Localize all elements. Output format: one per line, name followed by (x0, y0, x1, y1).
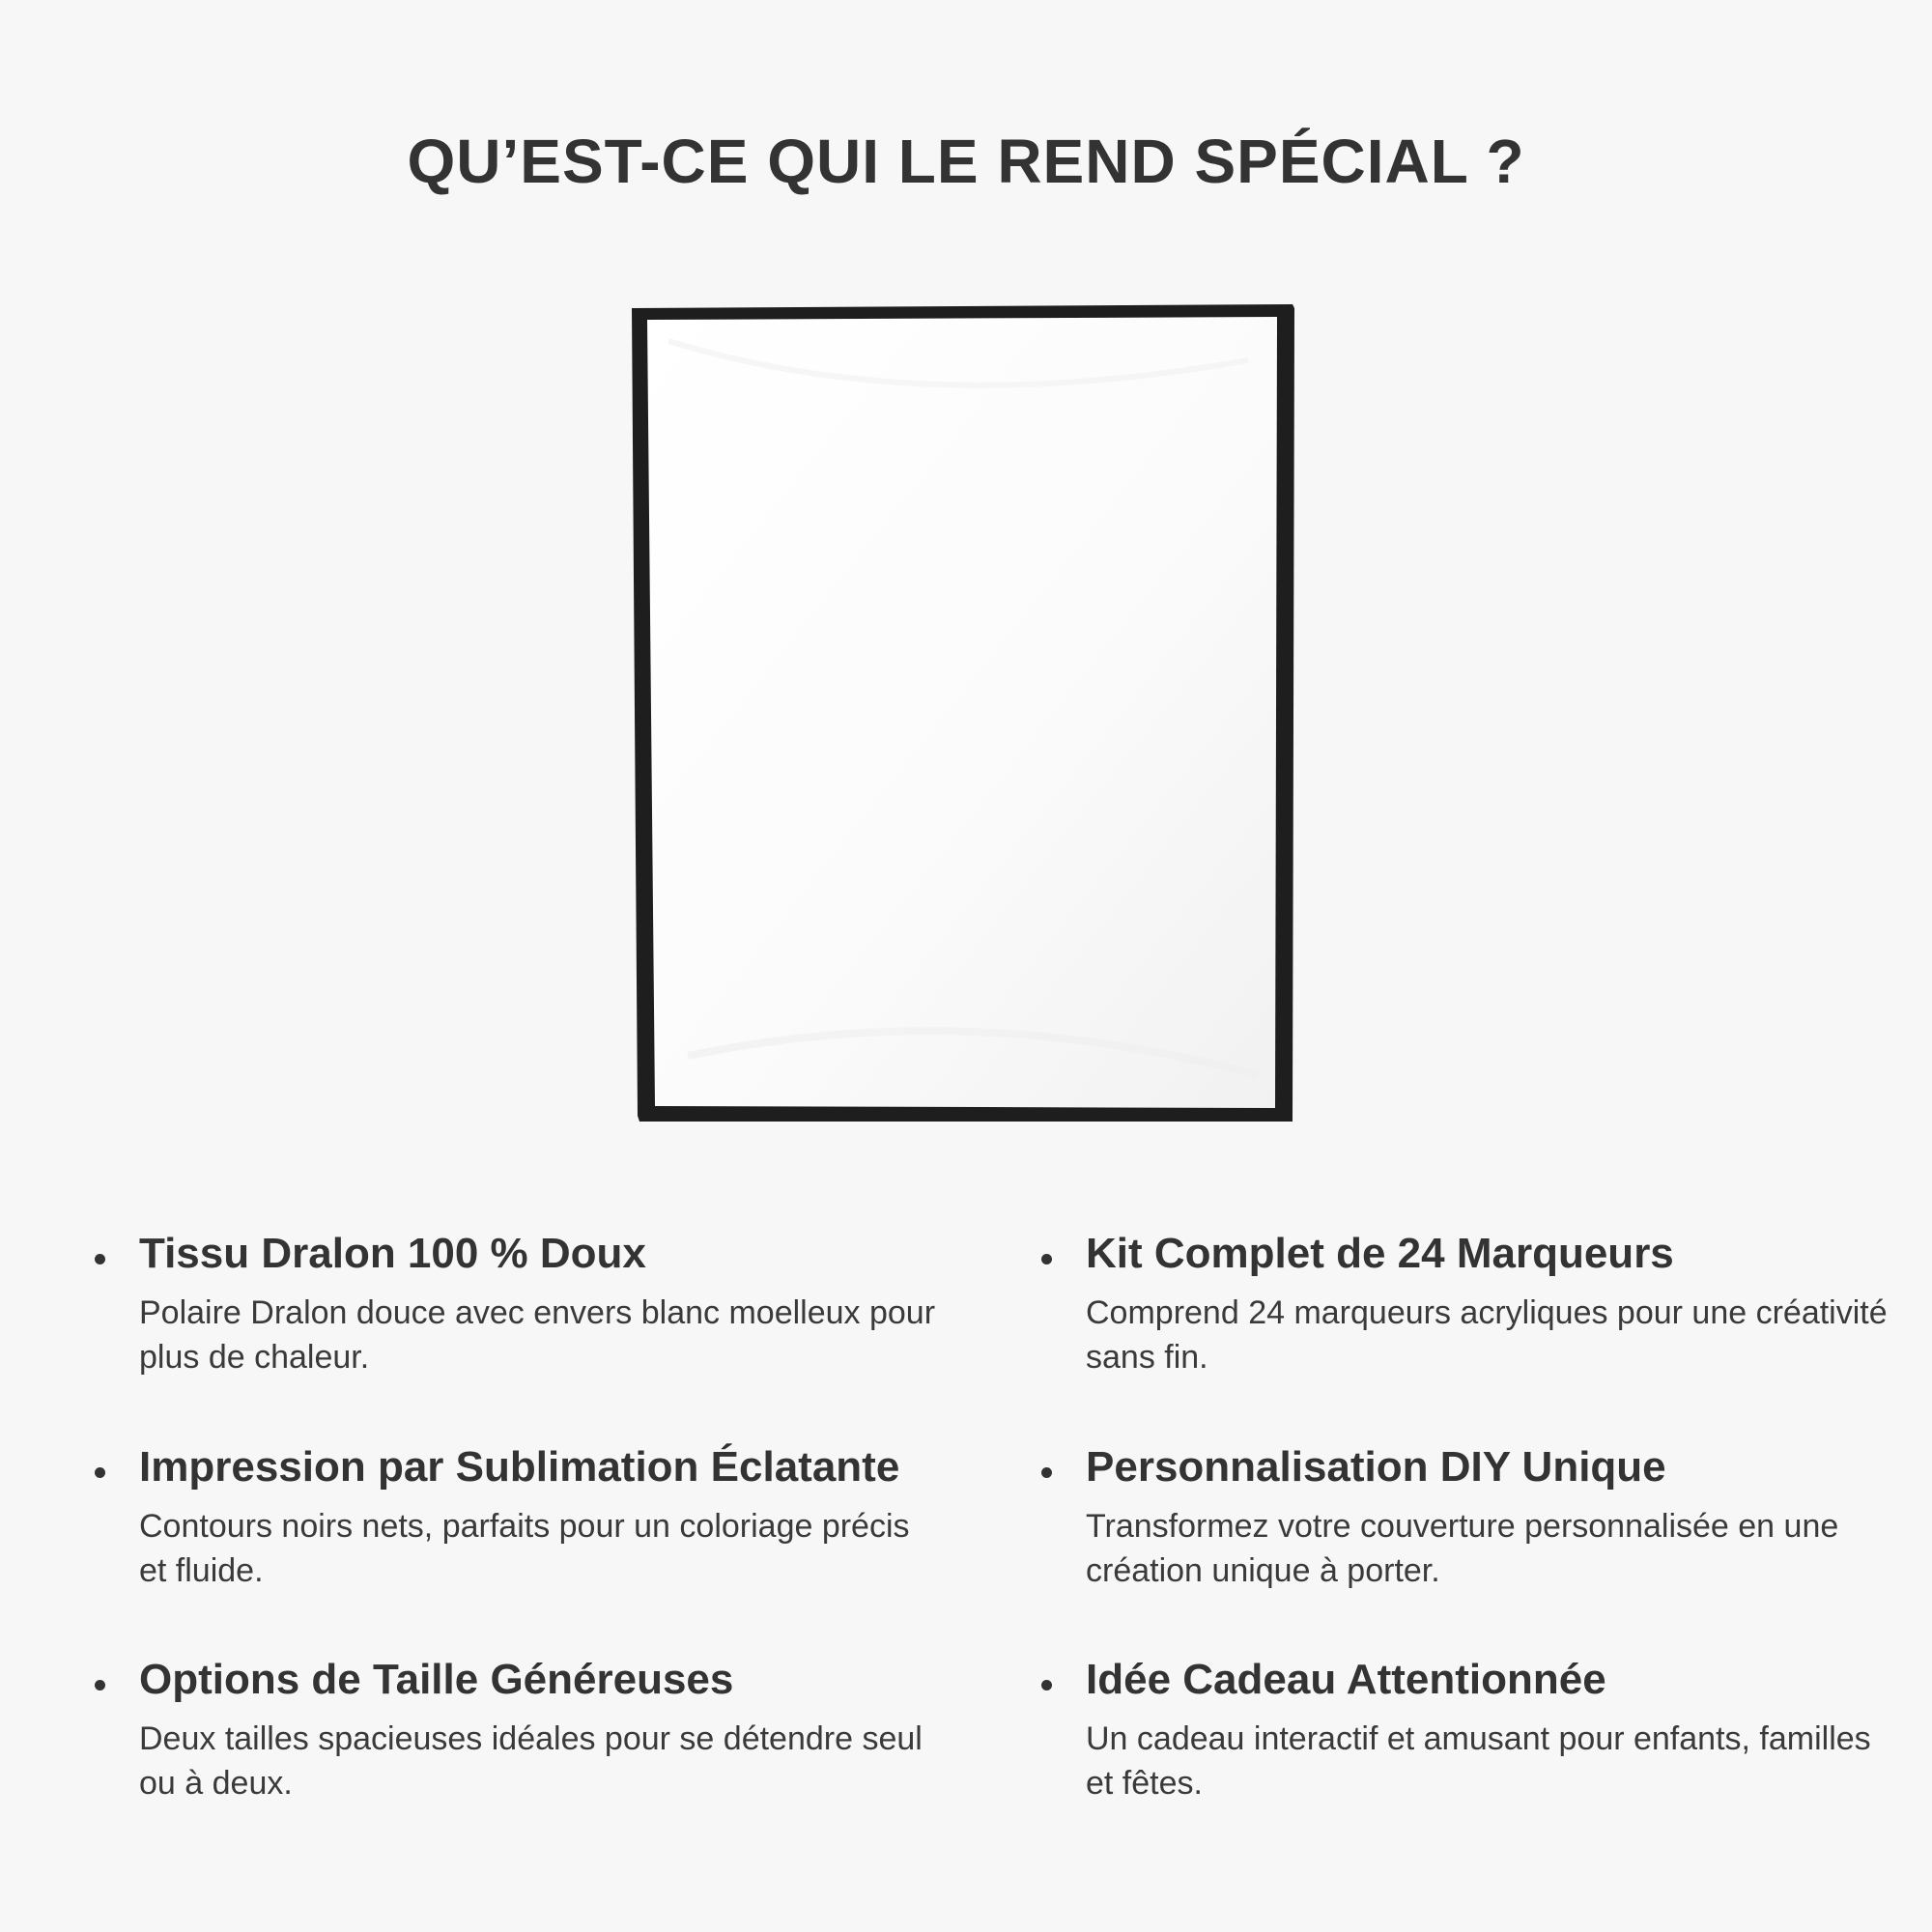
feature-description: Transformez votre couverture personnalisée en une création unique à porter. (1086, 1508, 1839, 1589)
bullet-icon (95, 1254, 105, 1264)
bullet-icon (1041, 1680, 1052, 1690)
feature-title: Idée Cadeau Attentionnée (1086, 1656, 1606, 1703)
bullet-icon (95, 1680, 105, 1690)
feature-title: Personnalisation DIY Unique (1086, 1443, 1666, 1491)
feature-title: Options de Taille Généreuses (139, 1656, 734, 1703)
bullet-icon (95, 1467, 105, 1478)
feature-title: Kit Complet de 24 Marqueurs (1086, 1230, 1674, 1277)
bullet-icon (1041, 1467, 1052, 1478)
feature-title: Tissu Dralon 100 % Doux (139, 1230, 646, 1277)
feature-description: Un cadeau interactif et amusant pour enfants, familles et fêtes. (1086, 1720, 1871, 1802)
feature-description: Polaire Dralon douce avec envers blanc moelleux pour plus de chaleur. (139, 1294, 936, 1376)
feature-title: Impression par Sublimation Éclatante (139, 1443, 900, 1491)
feature-description: Contours noirs nets, parfaits pour un coloriage précis et fluide. (139, 1508, 910, 1589)
blanket-image (630, 302, 1296, 1123)
feature-description: Deux tailles spacieuses idéales pour se détendre seul ou à deux. (139, 1720, 923, 1802)
blanket-fabric (647, 317, 1277, 1108)
feature-description: Comprend 24 marqueurs acryliques pour une créativité sans fin. (1086, 1294, 1888, 1376)
blanket-illustration (630, 302, 1296, 1123)
page-title: QU’EST-CE QUI LE REND SPÉCIAL ? (407, 127, 1525, 196)
features-list (0, 1225, 1932, 1843)
bullet-icon (1041, 1254, 1052, 1264)
